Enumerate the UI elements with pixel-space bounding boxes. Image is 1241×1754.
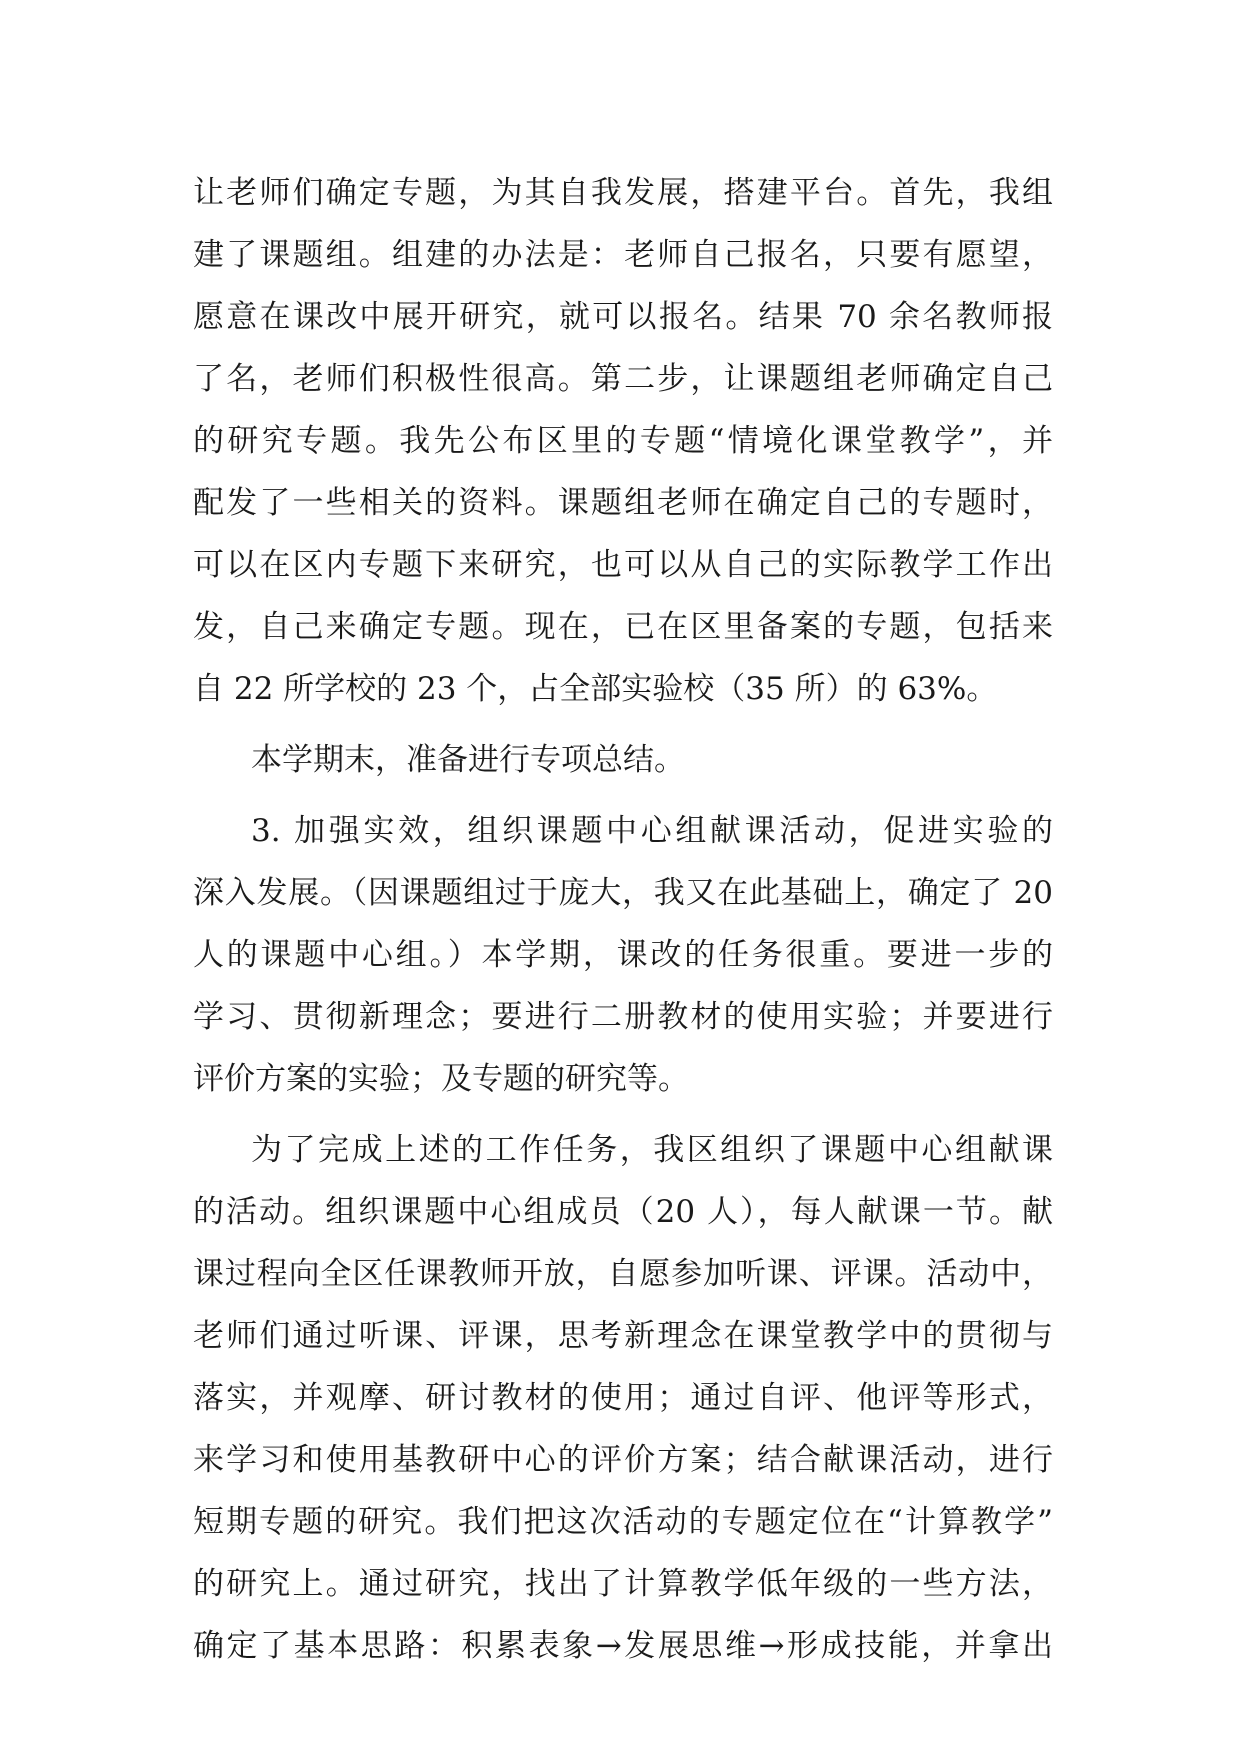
text-line: 落实，并观摩、研讨教材的使用；通过自评、他评等形式， [193,1380,1053,1416]
paragraph-gap [193,791,1053,800]
text-line: 课过程向全区任课教师开放，自愿参加听课、评课。活动中， [193,1256,1053,1292]
text-line: 配发了一些相关的资料。课题组老师在确定自己的专题时， [193,485,1053,521]
text-line: 愿意在课改中展开研究，就可以报名。结果 70 余名教师报 [193,299,1053,335]
paragraph-first-line: 本学期末，准备进行专项总结。 [251,742,685,778]
paragraph-gap [193,1110,1053,1119]
text-line: 让老师们确定专题，为其自我发展，搭建平台。首先，我组 [193,175,1053,211]
paragraph-gap [193,720,1053,729]
text-line: 人的课题中心组。）本学期，课改的任务很重。要进一步的 [193,937,1053,973]
text-line: 评价方案的实验；及专题的研究等。 [193,1061,689,1097]
text-line: 的研究上。通过研究，找出了计算教学低年级的一些方法， [193,1566,1053,1602]
text-line: 的研究专题。我先公布区里的专题“情境化课堂教学”，并 [193,423,1053,459]
document-body [193,162,1053,1677]
text-line: 的活动。组织课题中心组成员（20 人），每人献课一节。献 [193,1194,1053,1230]
text-line: 学习、贯彻新理念；要进行二册教材的使用实验；并要进行 [193,999,1053,1035]
text-line: 来学习和使用基教研中心的评价方案；结合献课活动，进行 [193,1442,1053,1478]
text-line: 建了课题组。组建的办法是：老师自己报名，只要有愿望， [193,237,1053,273]
text-line: 自 22 所学校的 23 个，占全部实验校（35 所）的 63%。 [193,671,998,707]
text-line: 可以在区内专题下来研究，也可以从自己的实际教学工作出 [193,547,1053,583]
text-line: 深入发展。（因课题组过于庞大，我又在此基础上，确定了 20 [193,875,1053,911]
text-line: 老师们通过听课、评课，思考新理念在课堂教学中的贯彻与 [193,1318,1053,1354]
text-line: 了名，老师们积极性很高。第二步，让课题组老师确定自己 [193,361,1053,397]
text-line: 短期专题的研究。我们把这次活动的专题定位在“计算教学” [193,1504,1053,1540]
text-line: 确定了基本思路：积累表象→发展思维→形成技能，并拿出 [193,1628,1053,1664]
text-line: 发，自己来确定专题。现在，已在区里备案的专题，包括来 [193,609,1053,645]
paragraph-first-line: 为了完成上述的工作任务，我区组织了课题中心组献课 [251,1132,1053,1168]
paragraph-first-line: 3. 加强实效，组织课题中心组献课活动，促进实验的 [251,813,1053,849]
